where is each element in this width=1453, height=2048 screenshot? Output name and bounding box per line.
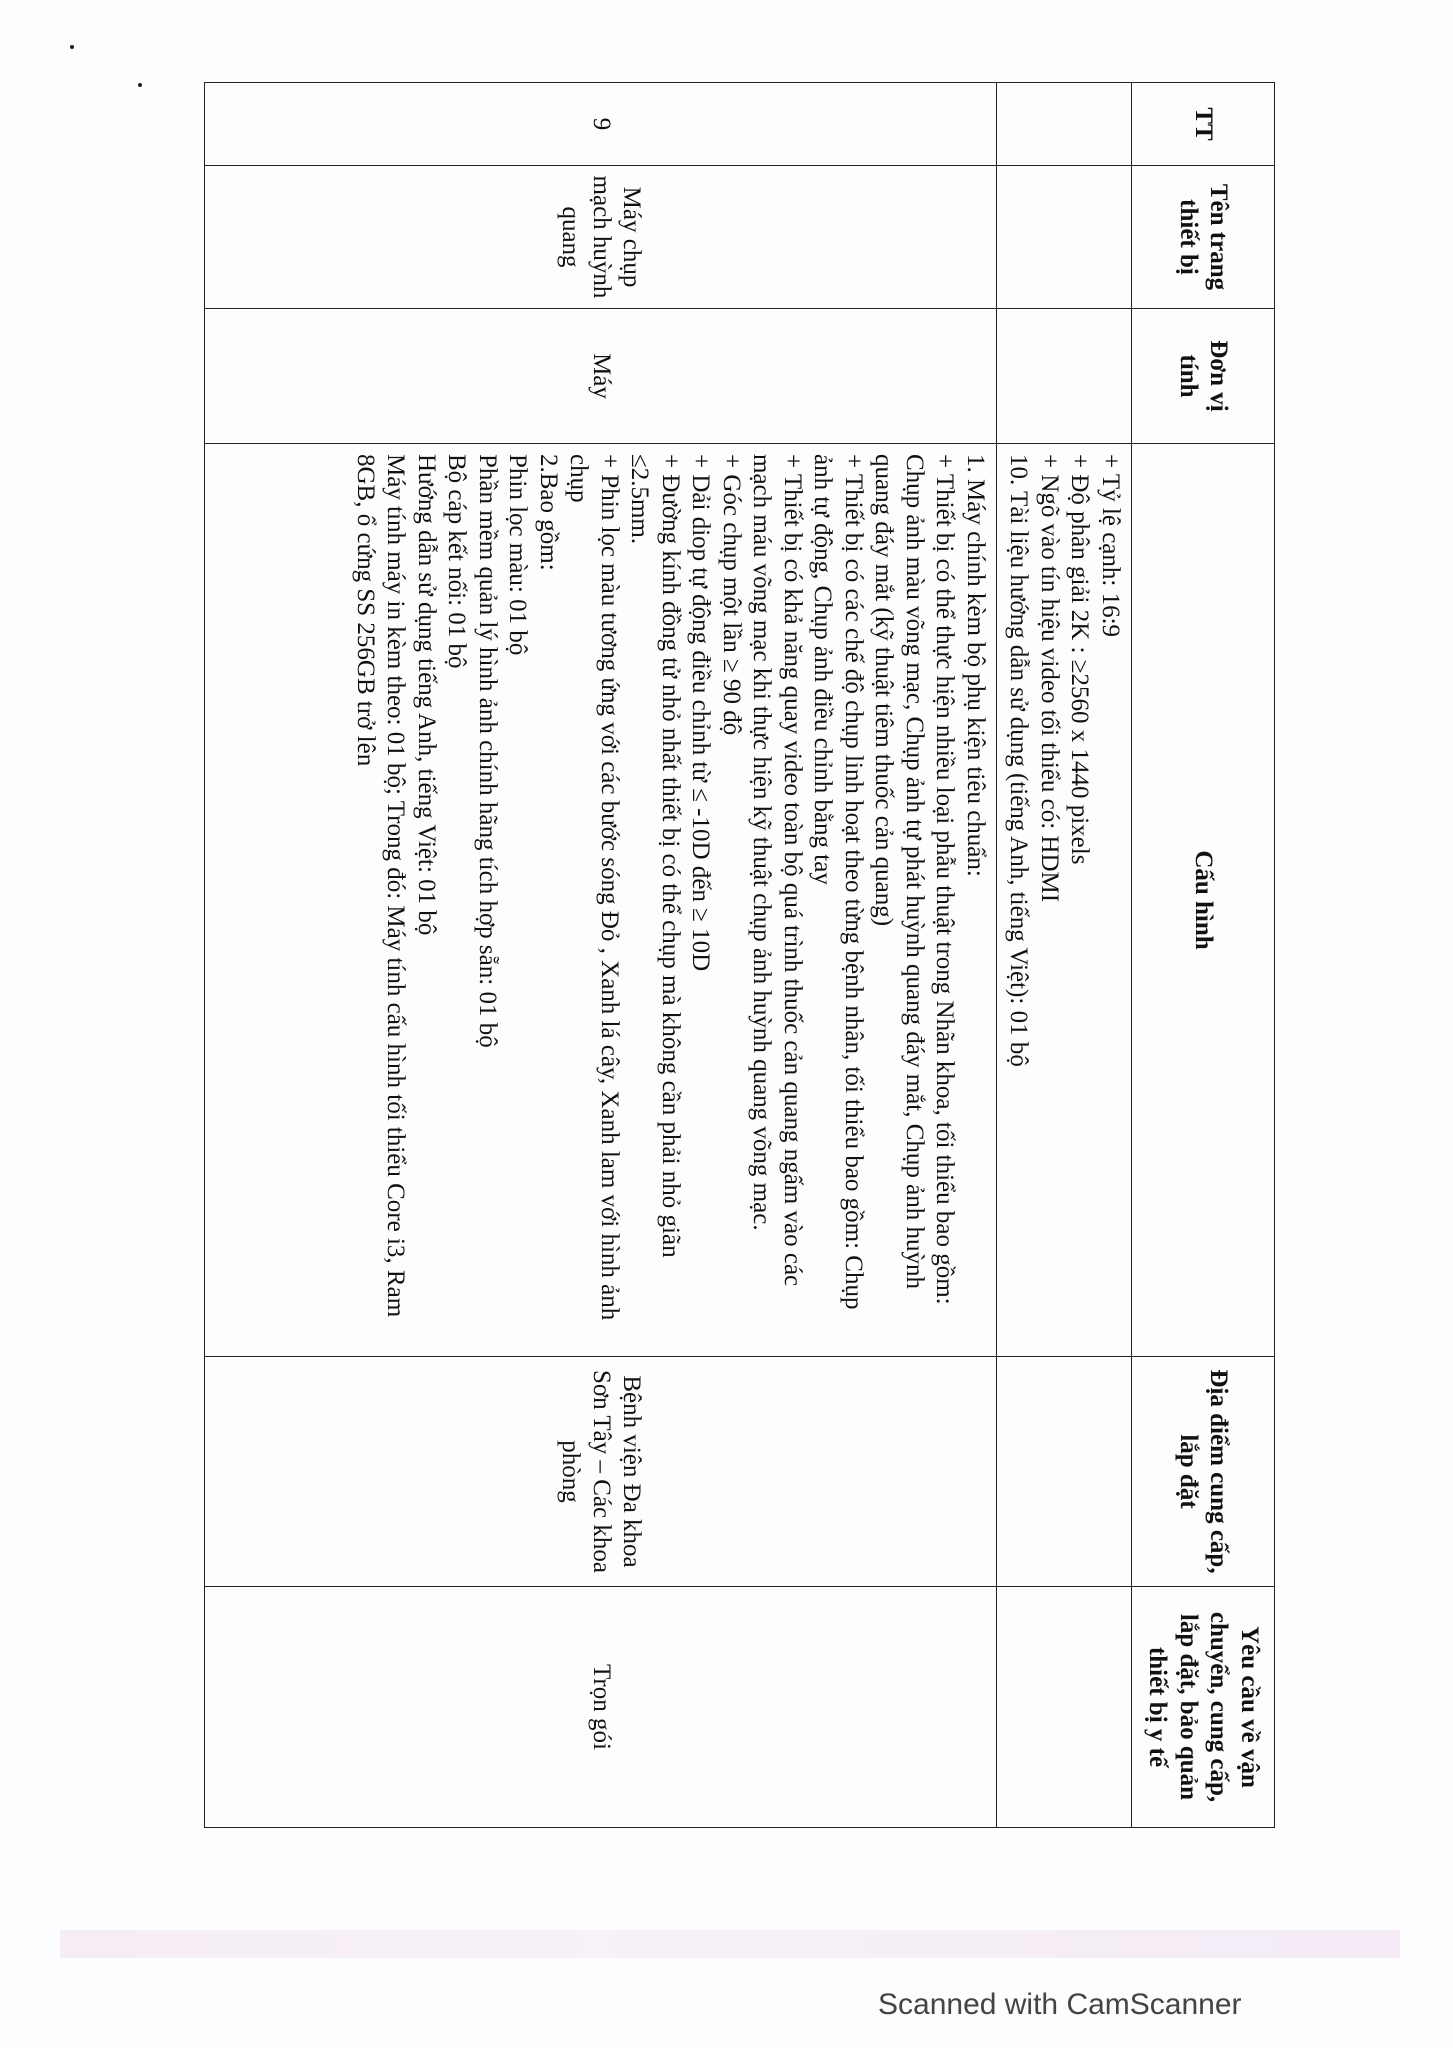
header-unit: Đơn vị tính [1132, 309, 1275, 444]
config-line: Phần mềm quản lý hình ảnh chính hãng tích hợp sẵn: 01 bộ [474, 454, 501, 1048]
header-configuration: Cấu hình [1132, 444, 1275, 1357]
config-line: + Thiết bị có thể thực hiện nhiều loại phẫu thuật trong Nhãn khoa, tối thiểu bao gồm: Chụp ảnh màu võng mạc, Chụp ảnh tự phát huỳnh quang đáy mắt, Chụp ảnh huỳnh quang đáy mắt (kỹ thuật tiêm thuốc cản quang) [870, 454, 959, 1305]
cell-empty [997, 1357, 1132, 1587]
cell-unit: Máy [205, 309, 997, 444]
header-requirement: Yêu cầu về vận chuyển, cung cấp, lắp đặt, bảo quản thiết bị y tế [1132, 1587, 1275, 1828]
table-row [205, 83, 997, 1828]
table-header-row [1132, 83, 1275, 1828]
cell-empty [997, 83, 1132, 166]
config-cell [205, 444, 997, 1357]
paper-edge-shadow [60, 1930, 1400, 1958]
config-line: + Ngõ vào tín hiệu video tối thiểu có: HDMI [1036, 454, 1063, 903]
config-line: + Đường kính đồng tử nhỏ nhất thiết bị có thể chụp mà không cần phải nhỏ giãn ≤2.5mm. [626, 454, 684, 1258]
config-line: + Thiết bị có các chế độ chụp linh hoạt theo từng bệnh nhân, tối thiểu bao gồm: Chụp ảnh tự động, Chụp ảnh điều chỉnh bằng tay [809, 454, 867, 1310]
config-line: + Dải diop tự động điều chỉnh từ ≤ -10D đến ≥ 10D [687, 454, 715, 972]
header-location: Địa điểm cung cấp, lắp đặt [1132, 1357, 1275, 1587]
cell-location: Bệnh viện Đa khoa Sơn Tây – Các khoa phòng [205, 1357, 997, 1587]
config-line: + Góc chụp một lần ≥ 90 độ [718, 454, 745, 736]
rotated-table-container [204, 82, 1275, 1827]
config-line: + Tỷ lệ cạnh: 16:9 [1097, 454, 1124, 638]
config-line: + Phin lọc màu tương ứng với các bước sóng Đỏ , Xanh lá cây, Xanh lam với hình ảnh chụp [565, 454, 623, 1321]
equipment-spec-table [204, 82, 1275, 1828]
config-line: Bộ cáp kết nối: 01 bộ [443, 454, 471, 669]
cell-empty [997, 166, 1132, 309]
cell-empty [997, 309, 1132, 444]
config-line: + Độ phân giải 2K : ≥2560 x 1440 pixels [1066, 454, 1094, 865]
config-cell-continued [997, 444, 1132, 1357]
cell-tt: 9 [205, 83, 997, 166]
scanner-watermark: Scanned with CamScanner [878, 1988, 1242, 2021]
header-tt: TT [1132, 83, 1275, 166]
config-line: 1. Máy chính kèm bộ phụ kiện tiêu chuẩn: [962, 454, 989, 877]
config-line: 2.Bao gồm: [535, 454, 562, 571]
config-line: 10. Tài liệu hướng dẫn sử dụng (tiếng Anh, tiếng Việt): 01 bộ [1005, 454, 1033, 1067]
header-equipment-name: Tên trang thiết bị [1132, 166, 1275, 309]
config-line: + Thiết bị có khả năng quay video toàn bộ quá trình thuốc cản quang ngấm vào các mạch máu võng mạc khi thực hiện kỹ thuật chụp ảnh huỳnh quang võng mạc. [748, 454, 806, 1287]
scan-speck [138, 83, 142, 87]
config-line: Phin lọc màu: 01 bộ [504, 454, 532, 656]
scan-speck [70, 45, 74, 49]
cell-empty [997, 1587, 1132, 1828]
table-row-continuation [997, 83, 1132, 1828]
config-line: Hướng dẫn sử dụng tiếng Anh, tiếng Việt: 01 bộ [413, 454, 440, 936]
cell-equipment-name: Máy chụp mạch huỳnh quang [205, 166, 997, 309]
cell-requirement: Trọn gói [205, 1587, 997, 1828]
config-line: Máy tính máy in kèm theo: 01 bộ; Trong đó: Máy tính cấu hình tối thiểu Core i3, Ram 8GB, ổ cứng SS 256GB trở lên [352, 454, 410, 1318]
